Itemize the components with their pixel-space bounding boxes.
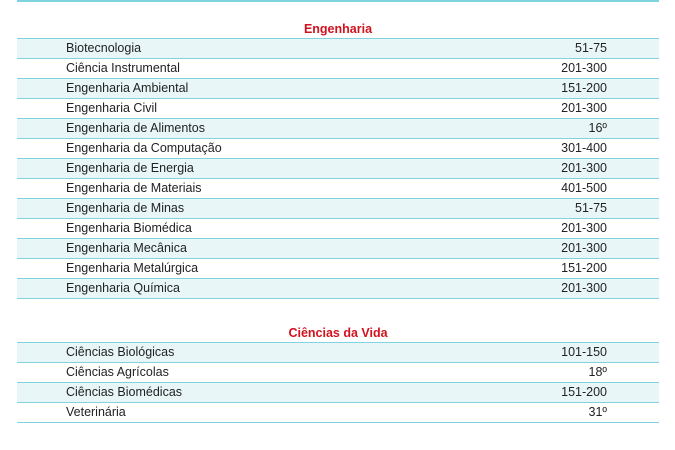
rank-value: 101-150 (561, 345, 607, 359)
subject-name: Engenharia Ambiental (66, 81, 189, 95)
subject-name: Engenharia de Minas (66, 201, 185, 215)
table-row (17, 259, 659, 279)
table-row (17, 159, 659, 179)
ranking-table (17, 342, 659, 423)
rank-value: 401-500 (561, 181, 607, 195)
table-row (17, 343, 659, 363)
subject-name: Engenharia Metalúrgica (66, 261, 199, 275)
rank-value: 151-200 (561, 261, 607, 275)
section-engenharia (17, 20, 659, 299)
rank-value: 201-300 (561, 61, 607, 75)
rank-value: 201-300 (561, 221, 607, 235)
subject-name: Engenharia de Materiais (66, 181, 202, 195)
rank-value: 18º (588, 365, 607, 379)
subject-name: Engenharia de Alimentos (66, 121, 205, 135)
table-row (17, 39, 659, 59)
table-row (17, 79, 659, 99)
rank-value: 201-300 (561, 241, 607, 255)
subject-name: Engenharia Biomédica (66, 221, 192, 235)
section-ciencias-da-vida (17, 324, 659, 423)
subject-name: Biotecnologia (66, 41, 142, 55)
table-row (17, 383, 659, 403)
ranking-table (17, 38, 659, 299)
subject-name: Engenharia da Computação (66, 141, 222, 155)
subject-name: Engenharia de Energia (66, 161, 194, 175)
rank-value: 301-400 (561, 141, 607, 155)
table-row (17, 239, 659, 259)
rank-value: 51-75 (575, 201, 607, 215)
rank-value: 51-75 (575, 41, 607, 55)
subject-name: Veterinária (66, 405, 126, 419)
table-row (17, 99, 659, 119)
table-row (17, 363, 659, 383)
subject-name: Ciências Biológicas (66, 345, 175, 359)
rank-value: 151-200 (561, 81, 607, 95)
table-row (17, 59, 659, 79)
table-row (17, 403, 659, 423)
rank-value: 31º (588, 405, 607, 419)
section-title: Engenharia (303, 22, 373, 36)
section-title: Ciências da Vida (288, 326, 388, 340)
table-row (17, 279, 659, 299)
table-row (17, 139, 659, 159)
rank-value: 16º (588, 121, 607, 135)
subject-name: Engenharia Civil (66, 101, 158, 115)
subject-name: Ciência Instrumental (66, 61, 180, 75)
table-row (17, 199, 659, 219)
top-divider (17, 0, 659, 2)
rank-value: 151-200 (561, 385, 607, 399)
subject-name: Engenharia Mecânica (66, 241, 187, 255)
rank-value: 201-300 (561, 101, 607, 115)
rank-value: 201-300 (561, 281, 607, 295)
rank-value: 201-300 (561, 161, 607, 175)
subject-name: Engenharia Química (66, 281, 180, 295)
table-row (17, 179, 659, 199)
subject-name: Ciências Agrícolas (66, 365, 169, 379)
table-row (17, 219, 659, 239)
table-row (17, 119, 659, 139)
subject-name: Ciências Biomédicas (66, 385, 183, 399)
